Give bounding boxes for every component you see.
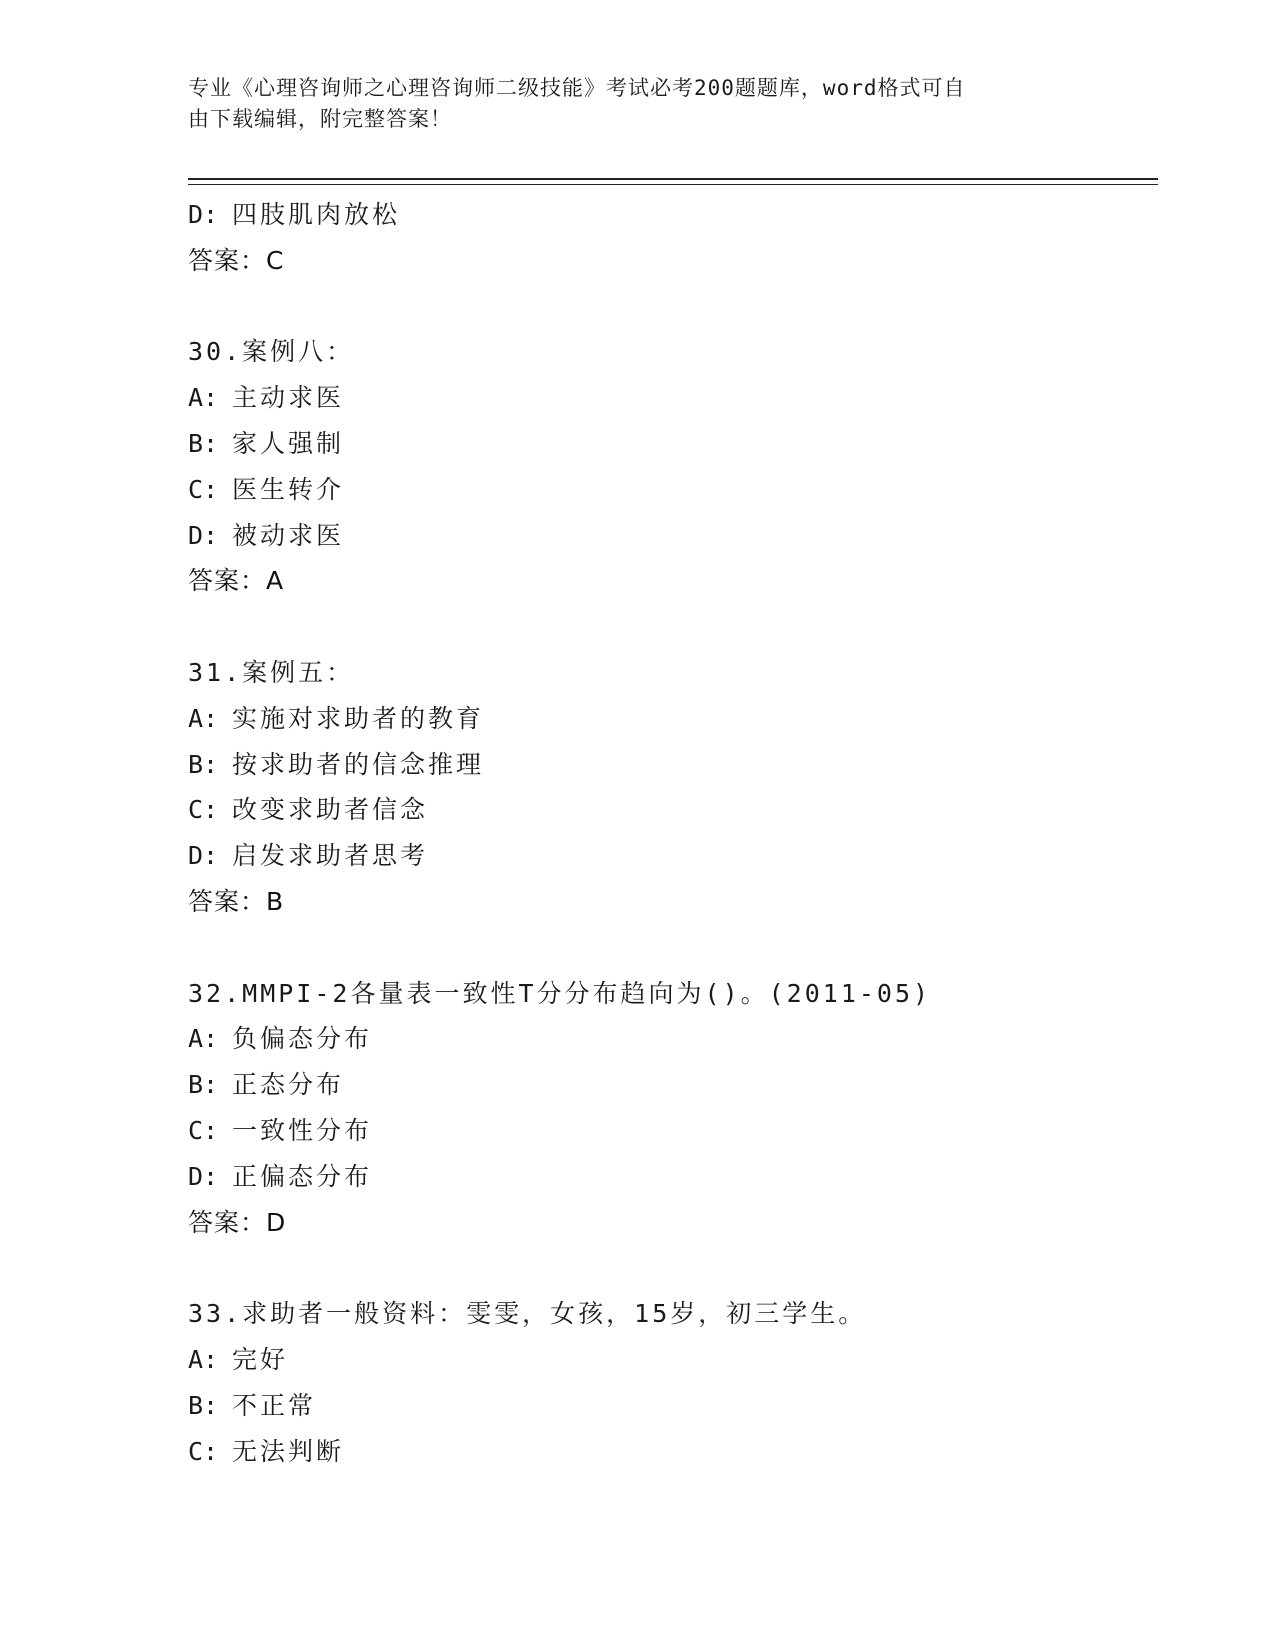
option-label: C: — [188, 1115, 219, 1145]
option-label: A: — [188, 703, 219, 733]
option-a — [188, 1337, 1168, 1383]
question-stem: 31.案例五： — [188, 657, 355, 687]
option-a — [188, 375, 1168, 421]
option-text: 负偏态分布 — [232, 1024, 373, 1054]
header-divider-thin — [188, 184, 1158, 185]
option-label: B: — [188, 428, 219, 458]
answer-line: 答案：C — [188, 245, 285, 275]
option-c — [188, 467, 1168, 513]
option-text: 被动求医 — [232, 520, 345, 550]
option-label: A: — [188, 1024, 219, 1054]
option-label: C: — [188, 1436, 219, 1466]
question-list — [188, 192, 1168, 1474]
spacer — [188, 604, 1168, 650]
option-b — [188, 1062, 1168, 1108]
option-label: D: — [188, 841, 219, 871]
option-b — [188, 742, 1168, 788]
question-stem: 30.案例八： — [188, 337, 355, 367]
option-text: 主动求医 — [232, 383, 345, 413]
option-text: 启发求助者思考 — [232, 841, 429, 871]
option-a — [188, 696, 1168, 742]
option-a — [188, 1016, 1168, 1062]
option-text: 完好 — [232, 1344, 289, 1374]
spacer — [188, 1245, 1168, 1291]
option-label: A: — [188, 1344, 219, 1374]
header-line-1: 专业《心理咨询师之心理咨询师二级技能》考试必考200题题库，word格式可自 — [188, 76, 966, 100]
option-c — [188, 1429, 1168, 1475]
spacer — [188, 925, 1168, 971]
option-label: D: — [188, 520, 219, 550]
option-text: 按求助者的信念推理 — [232, 749, 485, 779]
option-label: D: — [188, 1161, 219, 1191]
option-c — [188, 1108, 1168, 1154]
option-text: 医生转介 — [232, 474, 345, 504]
option-label: B: — [188, 749, 219, 779]
option-b — [188, 421, 1168, 467]
spacer — [188, 284, 1168, 330]
option-text: 无法判断 — [232, 1436, 345, 1466]
option-text: 不正常 — [232, 1390, 317, 1420]
option-label: C: — [188, 474, 219, 504]
option-d — [188, 513, 1168, 559]
option-text: 正态分布 — [232, 1070, 345, 1100]
option-d — [188, 192, 1168, 238]
option-label: B: — [188, 1390, 219, 1420]
option-text: 改变求助者信念 — [232, 795, 429, 825]
option-text: 四肢肌肉放松 — [232, 200, 401, 229]
option-d — [188, 1154, 1168, 1200]
option-text: 实施对求助者的教育 — [232, 703, 485, 733]
option-label: B: — [188, 1070, 219, 1100]
question-stem: 32.MMPI-2各量表一致性T分分布趋向为()。(2011-05) — [188, 978, 932, 1008]
option-label: A: — [188, 383, 219, 413]
document-header — [188, 73, 1068, 135]
option-b — [188, 1383, 1168, 1429]
option-text: 一致性分布 — [232, 1115, 373, 1145]
answer-line: 答案：B — [188, 886, 285, 916]
option-d — [188, 833, 1168, 879]
question-stem: 33.求助者一般资料：雯雯，女孩，15岁，初三学生。 — [188, 1299, 867, 1329]
option-label: D: — [188, 200, 219, 229]
answer-line: 答案：D — [188, 1207, 287, 1237]
answer-line: 答案：A — [188, 566, 285, 596]
option-c — [188, 787, 1168, 833]
header-divider-thick — [188, 178, 1158, 180]
option-label: C: — [188, 795, 219, 825]
option-text: 家人强制 — [232, 428, 345, 458]
option-text: 正偏态分布 — [232, 1161, 373, 1191]
header-line-2: 由下载编辑，附完整答案！ — [188, 107, 452, 131]
